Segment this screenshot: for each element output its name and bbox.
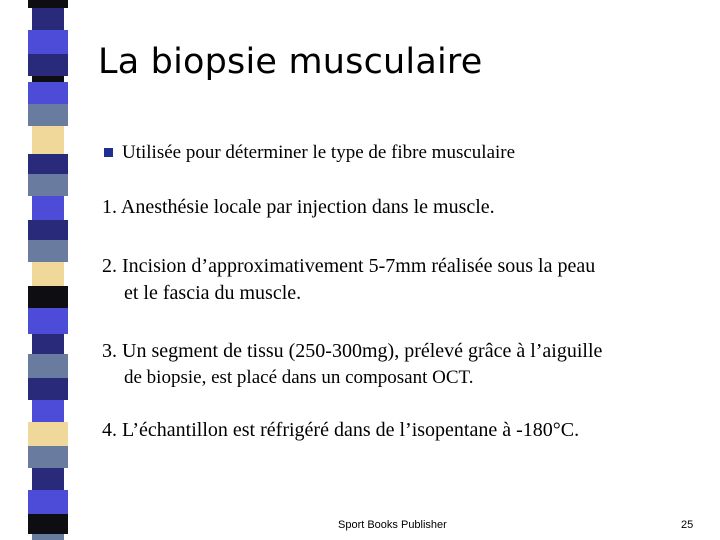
slide-title: La biopsie musculaire — [98, 42, 483, 82]
stripe-block — [32, 8, 64, 30]
stripe-block — [28, 422, 68, 446]
stripe-block — [28, 308, 68, 334]
bullet-text: Utilisée pour déterminer le type de fibre musculaire — [122, 142, 516, 163]
stripe-block — [28, 490, 68, 514]
stripe-block — [28, 446, 68, 468]
decorative-stripe — [28, 0, 68, 540]
stripe-block — [28, 354, 68, 378]
stripe-block — [28, 378, 68, 400]
stripe-block — [28, 240, 68, 262]
bullet-square-icon — [104, 148, 113, 157]
stripe-block — [28, 174, 68, 196]
stripe-block — [32, 534, 64, 540]
stripe-block — [32, 334, 64, 354]
step-1-line-1: 1. Anesthésie locale par injection dans le muscle. — [102, 196, 495, 218]
stripe-block — [28, 220, 68, 240]
stripe-block — [28, 82, 68, 104]
stripe-block — [32, 196, 64, 220]
stripe-block — [28, 54, 68, 76]
stripe-block — [32, 400, 64, 422]
stripe-block — [28, 104, 68, 126]
stripe-block — [28, 514, 68, 534]
step-3-line-2: de biopsie, est placé dans un composant OCT. — [124, 367, 474, 388]
stripe-block — [28, 0, 68, 8]
stripe-block — [28, 30, 68, 54]
step-2-line-2: et le fascia du muscle. — [124, 282, 302, 304]
stripe-block — [32, 468, 64, 490]
page-number: 25 — [681, 519, 694, 531]
footer-publisher: Sport Books Publisher — [338, 519, 447, 531]
step-3-line-1: 3. Un segment de tissu (250-300mg), prélevé grâce à l’aiguille — [102, 340, 603, 362]
stripe-block — [32, 262, 64, 286]
stripe-block — [28, 154, 68, 174]
stripe-block — [32, 126, 64, 154]
step-2-line-1: 2. Incision d’approximativement 5-7mm réalisée sous la peau — [102, 255, 596, 277]
step-4-line-1: 4. L’échantillon est réfrigéré dans de l’isopentane à -180°C. — [102, 419, 580, 441]
stripe-block — [28, 286, 68, 308]
